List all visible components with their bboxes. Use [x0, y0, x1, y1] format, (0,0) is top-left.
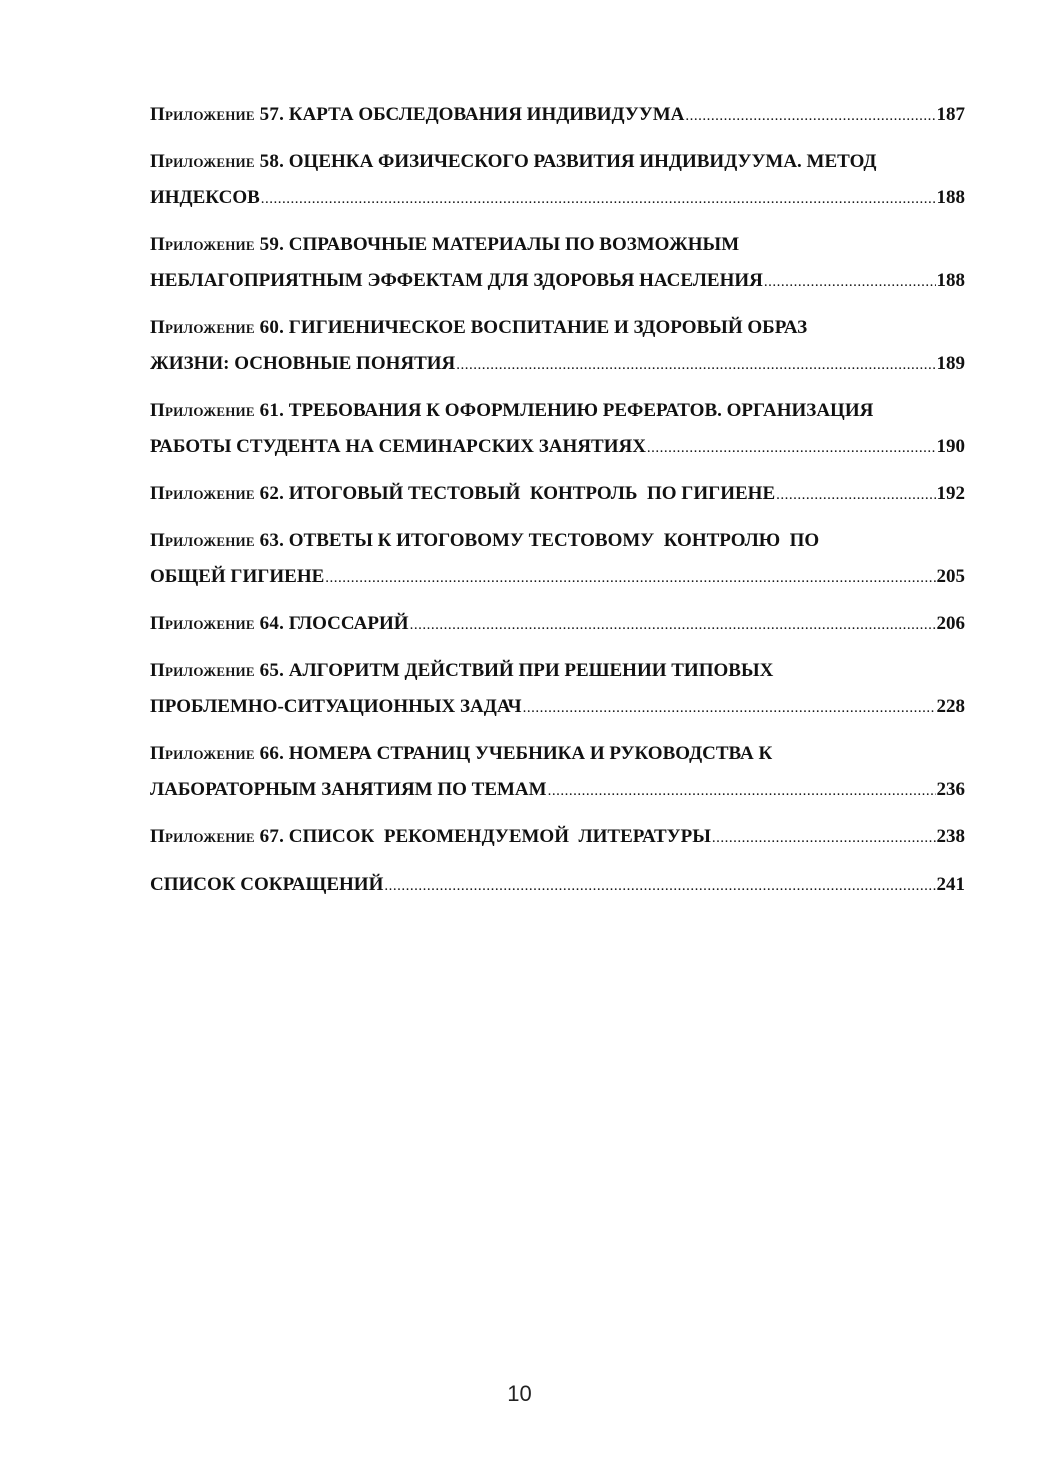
dot-leader: [685, 98, 935, 134]
toc-entry-title: СПИСОК РЕКОМЕНДУЕМОЙ ЛИТЕРАТУРЫ: [288, 826, 711, 847]
toc-entry[interactable]: [150, 606, 965, 642]
toc-entry-prefix: Приложение 62.: [150, 483, 285, 504]
toc-entry-page: 190: [936, 436, 965, 457]
toc-entry-last-line: [150, 772, 965, 808]
toc-entry-page: 241: [936, 874, 965, 895]
toc-entry-page: 192: [936, 483, 965, 504]
toc-entry-page: 236: [936, 779, 965, 800]
toc-entry-last-line: [150, 180, 965, 216]
toc-entry[interactable]: [150, 867, 965, 903]
toc-entry-line: [150, 393, 965, 429]
toc-entry-last-line: [150, 819, 965, 855]
toc-entry-title: ОБЩЕЙ ГИГИЕНЕ: [150, 566, 325, 587]
toc-entry-page: 238: [936, 826, 965, 847]
dot-leader: [776, 477, 935, 513]
toc-entry-title: ЖИЗНИ: ОСНОВНЫЕ ПОНЯТИЯ: [150, 353, 456, 374]
toc-entry-title: ИТОГОВЫЙ ТЕСТОВЫЙ КОНТРОЛЬ ПО ГИГИЕНЕ: [288, 483, 776, 504]
dot-leader: [410, 607, 936, 643]
toc-entry-title: НЕБЛАГОПРИЯТНЫМ ЭФФЕКТАМ ДЛЯ ЗДОРОВЬЯ НАСЕЛЕНИЯ: [150, 270, 763, 291]
toc-entry-last-line: [150, 429, 965, 465]
toc-entry-line: [150, 736, 965, 772]
toc-entry-last-line: [150, 689, 965, 725]
toc-entry-last-line: [150, 263, 965, 299]
toc-entry-page: 228: [936, 696, 965, 717]
toc-entry-prefix: Приложение 61.: [150, 400, 285, 421]
toc-entry-prefix: Приложение 65.: [150, 660, 285, 681]
toc-entry-page: 206: [936, 613, 965, 634]
toc-entry[interactable]: [150, 476, 965, 512]
toc-entry-title: ГЛОССАРИЙ: [288, 613, 409, 634]
dot-leader: [384, 868, 935, 904]
toc-entry-title: ТРЕБОВАНИЯ К ОФОРМЛЕНИЮ РЕФЕРАТОВ. ОРГАНИЗАЦИЯ: [288, 400, 874, 421]
table-of-contents: [150, 97, 965, 914]
toc-entry-prefix: Приложение 63.: [150, 530, 285, 551]
toc-entry-line: [150, 144, 965, 180]
toc-entry-line: [150, 653, 965, 689]
toc-entry-last-line: [150, 606, 965, 642]
toc-entry-prefix: Приложение 64.: [150, 613, 285, 634]
toc-entry-page: 189: [936, 353, 965, 374]
toc-entry-last-line: [150, 476, 965, 512]
dot-leader: [764, 264, 936, 300]
dot-leader: [647, 430, 936, 466]
dot-leader: [712, 820, 936, 856]
toc-entry-page: 205: [936, 566, 965, 587]
dot-leader: [456, 347, 935, 383]
toc-entry[interactable]: [150, 97, 965, 133]
toc-entry-last-line: [150, 346, 965, 382]
toc-entry-title: КАРТА ОБСЛЕДОВАНИЯ ИНДИВИДУУМА: [288, 104, 685, 125]
page-number: 10: [507, 1381, 532, 1406]
toc-entry-title: СПРАВОЧНЫЕ МАТЕРИАЛЫ ПО ВОЗМОЖНЫМ: [288, 234, 740, 255]
dot-leader: [548, 773, 936, 809]
toc-entry-title: ИНДЕКСОВ: [150, 187, 260, 208]
toc-entry[interactable]: [150, 227, 965, 299]
toc-entry-prefix: Приложение 60.: [150, 317, 285, 338]
toc-entry-line: [150, 523, 965, 559]
toc-entry-prefix: Приложение 57.: [150, 104, 285, 125]
toc-entry-title: РАБОТЫ СТУДЕНТА НА СЕМИНАРСКИХ ЗАНЯТИЯХ: [150, 436, 646, 457]
toc-entry-page: 188: [936, 270, 965, 291]
toc-entry-title: ОЦЕНКА ФИЗИЧЕСКОГО РАЗВИТИЯ ИНДИВИДУУМА. МЕТОД: [288, 151, 877, 172]
toc-entry-last-line: [150, 867, 965, 903]
toc-entry-title: СПИСОК СОКРАЩЕНИЙ: [150, 874, 384, 895]
toc-entry-page: 187: [936, 104, 965, 125]
toc-entry-title: НОМЕРА СТРАНИЦ УЧЕБНИКА И РУКОВОДСТВА К: [288, 743, 773, 764]
toc-entry-prefix: Приложение 58.: [150, 151, 285, 172]
dot-leader: [523, 690, 936, 726]
toc-entry-line: [150, 227, 965, 263]
toc-entry-page: 188: [936, 187, 965, 208]
toc-entry-last-line: [150, 559, 965, 595]
toc-entry[interactable]: [150, 736, 965, 808]
toc-entry-last-line: [150, 97, 965, 133]
toc-entry-title: ГИГИЕНИЧЕСКОЕ ВОСПИТАНИЕ И ЗДОРОВЫЙ ОБРАЗ: [288, 317, 808, 338]
toc-entry-title: ЛАБОРАТОРНЫМ ЗАНЯТИЯМ ПО ТЕМАМ: [150, 779, 547, 800]
toc-entry-line: [150, 310, 965, 346]
toc-entry-title: АЛГОРИТМ ДЕЙСТВИЙ ПРИ РЕШЕНИИ ТИПОВЫХ: [288, 660, 774, 681]
toc-entry[interactable]: [150, 144, 965, 216]
toc-entry-prefix: Приложение 67.: [150, 826, 285, 847]
toc-entry[interactable]: [150, 393, 965, 465]
toc-entry-title: ОТВЕТЫ К ИТОГОВОМУ ТЕСТОВОМУ КОНТРОЛЮ ПО: [288, 530, 820, 551]
toc-entry-prefix: Приложение 59.: [150, 234, 285, 255]
toc-entry[interactable]: [150, 310, 965, 382]
toc-entry-prefix: Приложение 66.: [150, 743, 285, 764]
toc-entry[interactable]: [150, 819, 965, 855]
toc-entry[interactable]: [150, 523, 965, 595]
dot-leader: [261, 181, 936, 217]
toc-entry[interactable]: [150, 653, 965, 725]
toc-entry-title: ПРОБЛЕМНО-СИТУАЦИОННЫХ ЗАДАЧ: [150, 696, 522, 717]
dot-leader: [325, 560, 935, 596]
